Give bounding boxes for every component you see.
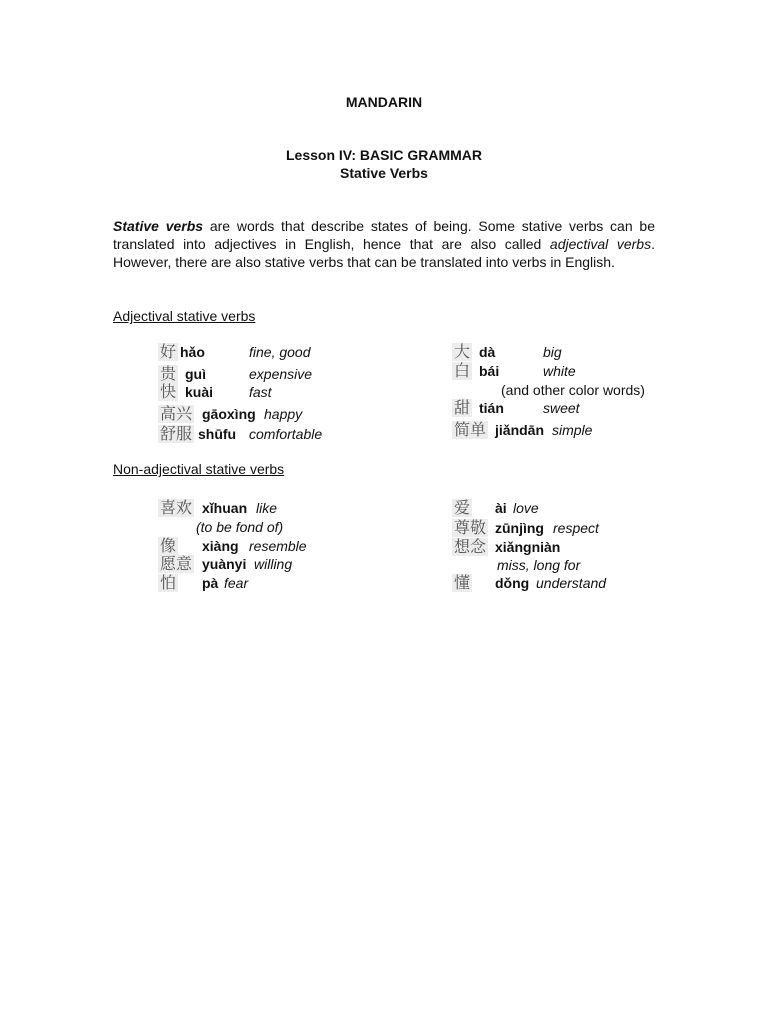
pinyin: hǎo [180, 344, 205, 360]
pinyin: tián [479, 400, 504, 416]
vocab-entry [158, 382, 272, 401]
vocab-entry [158, 424, 323, 443]
vocab-entry [452, 518, 599, 537]
hanzi: 愿意 [160, 554, 193, 573]
english: comfortable [249, 426, 323, 442]
hanzi: 简单 [454, 420, 487, 439]
vocab-entry [158, 342, 311, 361]
pinyin: shūfu [198, 426, 237, 442]
pinyin: pà [202, 575, 219, 591]
vocab-entry [158, 498, 278, 517]
english: happy [264, 406, 303, 422]
vocab-entry [158, 536, 307, 555]
pinyin: xiàng [202, 538, 239, 554]
english: simple [552, 422, 593, 438]
english: fast [249, 384, 272, 400]
english: understand [536, 575, 607, 591]
hanzi: 高兴 [160, 404, 193, 423]
hanzi: 想念 [454, 537, 487, 556]
english: willing [254, 556, 293, 572]
pinyin: dà [479, 344, 496, 360]
hanzi: 喜欢 [160, 498, 193, 517]
hanzi: 尊敬 [454, 518, 487, 537]
english: fear [224, 575, 249, 591]
hanzi: 大 [454, 342, 471, 361]
intro-term-2: adjectival verbs [549, 236, 652, 252]
hanzi: 好 [160, 342, 177, 361]
vocab-entry [452, 342, 562, 361]
vocab-note: miss, long for [497, 557, 581, 573]
vocab-note: (and other color words) [501, 382, 645, 398]
document-title: MANDARIN [345, 94, 423, 110]
hanzi: 白 [454, 361, 471, 380]
vocab-entry [452, 420, 593, 439]
topic-title: Stative Verbs [340, 165, 428, 181]
pinyin: xiǎngniàn [495, 539, 561, 555]
english: resemble [249, 538, 307, 554]
nonadjectival-heading: Non-adjectival stative verbs [113, 461, 285, 477]
english: like [256, 500, 278, 516]
pinyin: jiǎndān [495, 422, 545, 438]
vocab-entry [452, 361, 576, 380]
hanzi: 怕 [160, 573, 177, 592]
pinyin: xǐhuan [202, 500, 248, 516]
vocab-entry [158, 573, 249, 592]
vocab-note: (to be fond of) [196, 519, 284, 535]
intro-term: Stative verbs [113, 218, 204, 234]
vocab-entry [452, 498, 539, 517]
english: love [513, 500, 539, 516]
english: big [543, 344, 562, 360]
english: respect [553, 520, 599, 536]
pinyin: bái [479, 363, 500, 379]
hanzi: 爱 [454, 498, 471, 517]
pinyin: ài [495, 500, 507, 516]
pinyin: kuài [185, 384, 214, 400]
hanzi: 懂 [454, 573, 471, 592]
adjectival-heading: Adjectival stative verbs [113, 308, 256, 324]
vocab-entry [452, 398, 580, 417]
vocab-entry [452, 573, 607, 592]
hanzi: 甜 [454, 398, 471, 417]
english: sweet [543, 400, 580, 416]
english: expensive [249, 366, 313, 382]
english: white [543, 363, 576, 379]
lesson-title: Lesson IV: BASIC GRAMMAR [285, 147, 482, 163]
vocab-entry [158, 404, 303, 423]
hanzi: 贵 [160, 364, 177, 383]
intro-paragraph [113, 217, 655, 271]
hanzi: 快 [160, 382, 177, 401]
intro-text-1: are words that describe states of being. Some stative verbs can be translated into adjectives in English, hence that are also called [113, 218, 655, 252]
intro-text-2: . However, there are also stative verbs that can be translated into verbs in English. [113, 236, 655, 270]
english: fine, good [249, 344, 311, 360]
pinyin: yuànyi [202, 556, 247, 572]
pinyin: zūnjìng [495, 520, 544, 536]
vocab-entry [158, 554, 293, 573]
pinyin: guì [185, 366, 206, 382]
vocab-entry [158, 364, 313, 383]
hanzi: 舒服 [160, 424, 193, 443]
hanzi: 像 [160, 536, 177, 555]
vocab-entry [452, 537, 561, 556]
pinyin: dǒng [495, 575, 530, 591]
pinyin: gāoxìng [202, 406, 256, 422]
